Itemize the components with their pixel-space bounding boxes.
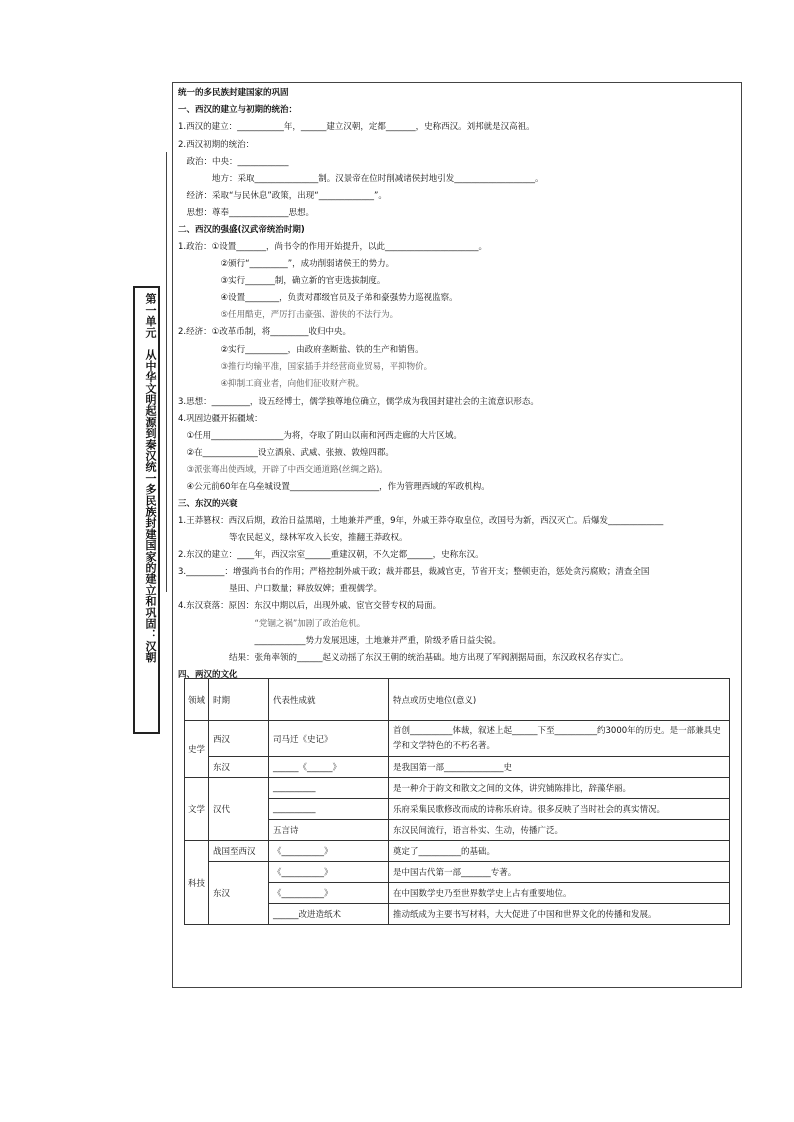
- left-vertical-rule: [166, 152, 167, 592]
- worksheet-line: ④抑制工商业者，向他们征收财产税。: [178, 379, 365, 389]
- worksheet-line: 1.西汉的建立：___________年，______建立汉朝，定都_______，史称西汉。刘邦就是汉高祖。: [178, 122, 535, 132]
- cell-significance: 推动纸成为主要书写材料，大大促进了中国和世界文化的传播和发展。: [389, 904, 730, 925]
- worksheet-line: 地方：采取_______________制。汉景帝在位时削减诸侯封地引发___________________。: [178, 174, 544, 184]
- worksheet-line: 3._________：增强尚书台的作用；严格控制外戚干政；裁并郡县，裁减官吏，节省开支；整顿吏治，惩处贪污腐败；清查全国: [178, 567, 650, 577]
- cell-period: 东汉: [209, 862, 269, 925]
- header-field: 领域: [185, 679, 209, 721]
- section-heading: 二、西汉的强盛(汉武帝统治时期): [178, 225, 305, 235]
- worksheet-line: 3.思想：_________，设五经博士，儒学独尊地位确立，儒学成为我国封建社会的主流意识形态。: [178, 397, 539, 407]
- cell-significance: 首创__________体裁，叙述上起______下至__________约3000年的历史。是一部兼具史学和文学特色的不朽名著。: [389, 721, 730, 757]
- cell-achievement: 《__________》: [269, 862, 389, 883]
- cell-significance: 是我国第一部______________史: [389, 757, 730, 778]
- worksheet-line: 2.东汉的建立：____年，西汉宗室______重建汉朝，不久定都______，史称东汉。: [178, 550, 484, 560]
- worksheet-line: ⑤任用酷吏，严厉打击豪强、游侠的不法行为。: [178, 310, 399, 320]
- cell-period: 战国至西汉: [209, 841, 269, 862]
- worksheet-line: 1.王莽篡权：西汉后期，政治日益黑暗，土地兼并严重，9年，外戚王莽夺取皇位，改国号为新，西汉灭亡。后爆发_____________: [178, 516, 664, 526]
- worksheet-line: ____________势力发展迅速，土地兼并严重，阶级矛盾日益尖锐。: [178, 636, 502, 646]
- unit-sidebar: [133, 286, 160, 734]
- worksheet-line: 垦田、户口数量；释放奴婢；重视儒学。: [178, 584, 383, 594]
- cell-achievement: 《__________》: [269, 841, 389, 862]
- worksheet-line: ③派张骞出使西域，开辟了中西交通道路(丝绸之路)。: [178, 465, 388, 475]
- worksheet-title: 统一的多民族封建国家的巩固: [178, 88, 289, 98]
- worksheet-line: 结果：张角率领的______起义动摇了东汉王朝的统治基础。地方出现了军阀割据局面，东汉政权名存实亡。: [178, 653, 629, 663]
- header-achievement: 代表性成就: [269, 679, 389, 721]
- cell-significance: 乐府采集民歌修改而成的诗称乐府诗。很多反映了当时社会的真实情况。: [389, 799, 730, 820]
- section-heading: 三、东汉的兴衰: [178, 499, 238, 509]
- cell-achievement: 五言诗: [269, 820, 389, 841]
- worksheet-line: 4.东汉衰落：原因：东汉中期以后，出现外戚、宦官交替专权的局面。: [178, 601, 442, 611]
- unit-sidebar-title: 第一单元 从中华文明起源到秦汉统一多民族封建国家的建立和巩固：汉朝: [144, 293, 157, 663]
- cell-significance: 东汉民间流行，语言朴实、生动，传播广泛。: [389, 820, 730, 841]
- field-technology: 科技: [185, 841, 209, 925]
- worksheet-line: ②在_____________设立酒泉、武威、张掖、敦煌四郡。: [178, 448, 394, 458]
- worksheet-line: ④设置________，负责对郡级官员及子弟和豪强势力巡视监察。: [178, 293, 458, 303]
- worksheet-line: 经济：采取“与民休息”政策，出现“_____________”。: [178, 191, 387, 201]
- section-heading: 四、两汉的文化: [178, 670, 238, 680]
- cell-achievement: __________: [269, 778, 389, 799]
- field-literature: 文学: [185, 778, 209, 841]
- cell-significance: 在中国数学史乃至世界数学史上占有重要地位。: [389, 883, 730, 904]
- cell-significance: 是一种介于韵文和散文之间的文体，讲究铺陈排比，辞藻华丽。: [389, 778, 730, 799]
- worksheet-line: 4.巩固边疆开拓疆域：: [178, 414, 263, 424]
- cell-significance: 是中国古代第一部_______专著。: [389, 862, 730, 883]
- section-heading: 一、西汉的建立与初期的统治：: [178, 105, 298, 115]
- cell-achievement: ______改进造纸术: [269, 904, 389, 925]
- cell-period: 西汉: [209, 721, 269, 757]
- cell-significance: 奠定了__________的基础。: [389, 841, 730, 862]
- worksheet-line: 2.西汉初期的统治：: [178, 140, 255, 150]
- worksheet-line: 2.经济：①改革币制，将_________收归中央。: [178, 327, 351, 337]
- cell-achievement: ______《______》: [269, 757, 389, 778]
- worksheet-line: ③推行均输平准，国家插手并经营商业贸易，平抑物价。: [178, 362, 433, 372]
- header-significance: 特点或历史地位(意义): [389, 679, 730, 721]
- worksheet-line: 等农民起义，绿林军攻入长安，推翻王莽政权。: [178, 533, 408, 543]
- cell-achievement: 司马迁《史记》: [269, 721, 389, 757]
- cell-achievement: __________: [269, 799, 389, 820]
- worksheet-line: ①任用_________________为将，夺取了阴山以南和河西走廊的大片区域。: [178, 431, 462, 441]
- worksheet-line: ③实行_______制，确立新的官吏选拔制度。: [178, 276, 386, 286]
- cell-achievement: 《__________》: [269, 883, 389, 904]
- culture-table: [184, 678, 730, 925]
- worksheet-line: “党锢之祸”加剧了政治危机。: [178, 619, 366, 629]
- cell-period: 汉代: [209, 778, 269, 841]
- worksheet-line: ④公元前60年在乌垒城设置_____________________，作为管理西域的军政机构。: [178, 482, 490, 492]
- field-history: 史学: [185, 721, 209, 778]
- worksheet-line: ②颁行“_________”，成功削弱诸侯王的势力。: [178, 259, 395, 269]
- cell-period: 东汉: [209, 757, 269, 778]
- worksheet-line: 政治：中央：____________: [178, 157, 289, 167]
- worksheet-line: ②实行__________，由政府垄断盐、铁的生产和销售。: [178, 345, 424, 355]
- header-period: 时期: [209, 679, 269, 721]
- worksheet-line: 思想：尊奉______________思想。: [178, 208, 315, 218]
- worksheet-line: 1.政治：①设置_______，尚书令的作用开始提升，以此______________________。: [178, 242, 487, 252]
